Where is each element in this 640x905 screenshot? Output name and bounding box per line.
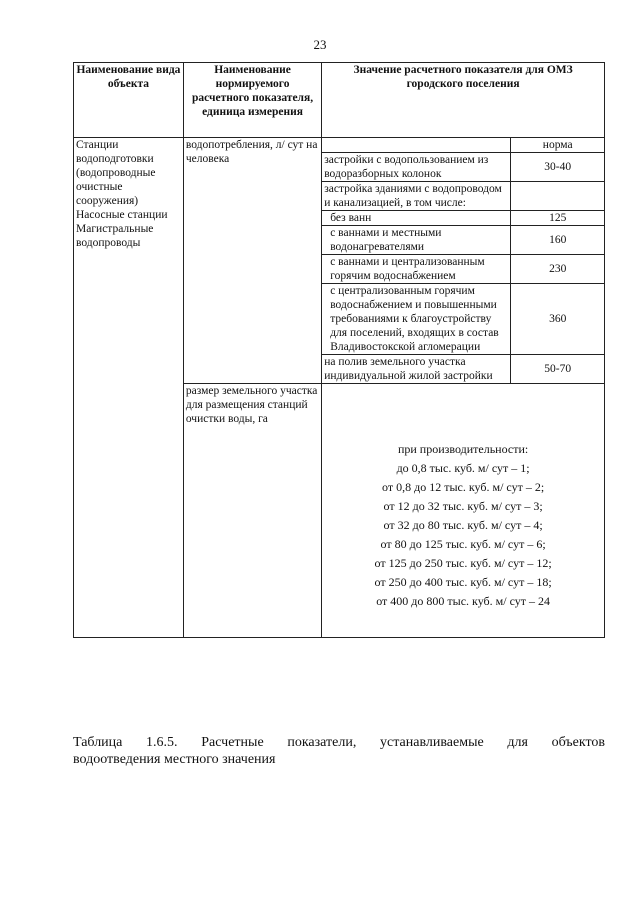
indicators-table bbox=[73, 62, 605, 638]
empty-cell bbox=[322, 138, 511, 153]
page-number: 23 bbox=[313, 37, 327, 52]
row-value: 160 bbox=[511, 226, 605, 255]
table-header-row bbox=[74, 63, 605, 138]
row-label: застройки с водопользованием из водоразборных колонок bbox=[322, 153, 511, 182]
capacity-line: от 32 до 80 тыс. куб. м/ сут – 4; bbox=[383, 518, 543, 532]
row-label: застройка зданиями с водопроводом и канализацией, в том числе: bbox=[322, 182, 511, 211]
object-line: (водопроводные bbox=[76, 167, 156, 179]
header-object-type: Наименование вида объекта bbox=[74, 63, 184, 138]
row-value bbox=[511, 182, 605, 211]
table-row bbox=[74, 138, 605, 153]
object-line: водоподготовки bbox=[76, 153, 154, 165]
object-line: Магистральные bbox=[76, 223, 154, 235]
object-line: водопроводы bbox=[76, 237, 141, 249]
capacity-line: от 12 до 32 тыс. куб. м/ сут – 3; bbox=[383, 499, 543, 513]
caption-line-2: водоотведения местного значения bbox=[73, 752, 276, 767]
capacity-line: от 125 до 250 тыс. куб. м/ сут – 12; bbox=[374, 556, 552, 570]
capacity-cell bbox=[322, 384, 605, 638]
indicator-consumption: водопотребления, л/ сут на человека bbox=[183, 138, 321, 384]
row-value: 230 bbox=[511, 255, 605, 284]
norma-label: норма bbox=[511, 138, 605, 153]
row-label: с ваннами и местными водонагревателями bbox=[322, 226, 511, 255]
capacity-line: от 250 до 400 тыс. куб. м/ сут – 18; bbox=[374, 575, 552, 589]
row-label: с ваннами и централизованным горячим водоснабжением bbox=[322, 255, 511, 284]
object-line: сооружения) bbox=[76, 195, 139, 207]
row-label: на полив земельного участка индивидуальной жилой застройки bbox=[322, 355, 511, 384]
row-value: 125 bbox=[511, 211, 605, 226]
row-value: 360 bbox=[511, 284, 605, 355]
indicator-land: размер земельного участка для размещения станций очистки воды, га bbox=[183, 384, 321, 638]
header-value: Значение расчетного показателя для ОМЗ городского поселения bbox=[322, 63, 605, 138]
table-caption bbox=[73, 734, 605, 768]
row-label: без ванн bbox=[322, 211, 511, 226]
header-indicator: Наименование нормируемого расчетного показателя, единица измерения bbox=[183, 63, 321, 138]
row-label: с централизованным горячим водоснабжением и повышенными требованиями к благоустройству для поселений, входящих в состав Владивостокской агломерации bbox=[322, 284, 511, 355]
capacity-line: до 0,8 тыс. куб. м/ сут – 1; bbox=[396, 461, 530, 475]
capacity-line: от 0,8 до 12 тыс. куб. м/ сут – 2; bbox=[382, 480, 545, 494]
capacity-line: от 80 до 125 тыс. куб. м/ сут – 6; bbox=[380, 537, 546, 551]
object-line: Насосные станции bbox=[76, 209, 168, 221]
row-value: 30-40 bbox=[511, 153, 605, 182]
capacity-line: при производительности: bbox=[397, 442, 529, 456]
object-line: Станции bbox=[76, 139, 119, 151]
caption-line-1: Таблица 1.6.5. Расчетные показатели, устанавливаемые для объектов bbox=[73, 735, 605, 750]
object-type-cell bbox=[74, 138, 184, 638]
capacity-line: от 400 до 800 тыс. куб. м/ сут – 24 bbox=[376, 594, 550, 608]
object-line: очистные bbox=[76, 181, 123, 193]
row-value: 50-70 bbox=[511, 355, 605, 384]
